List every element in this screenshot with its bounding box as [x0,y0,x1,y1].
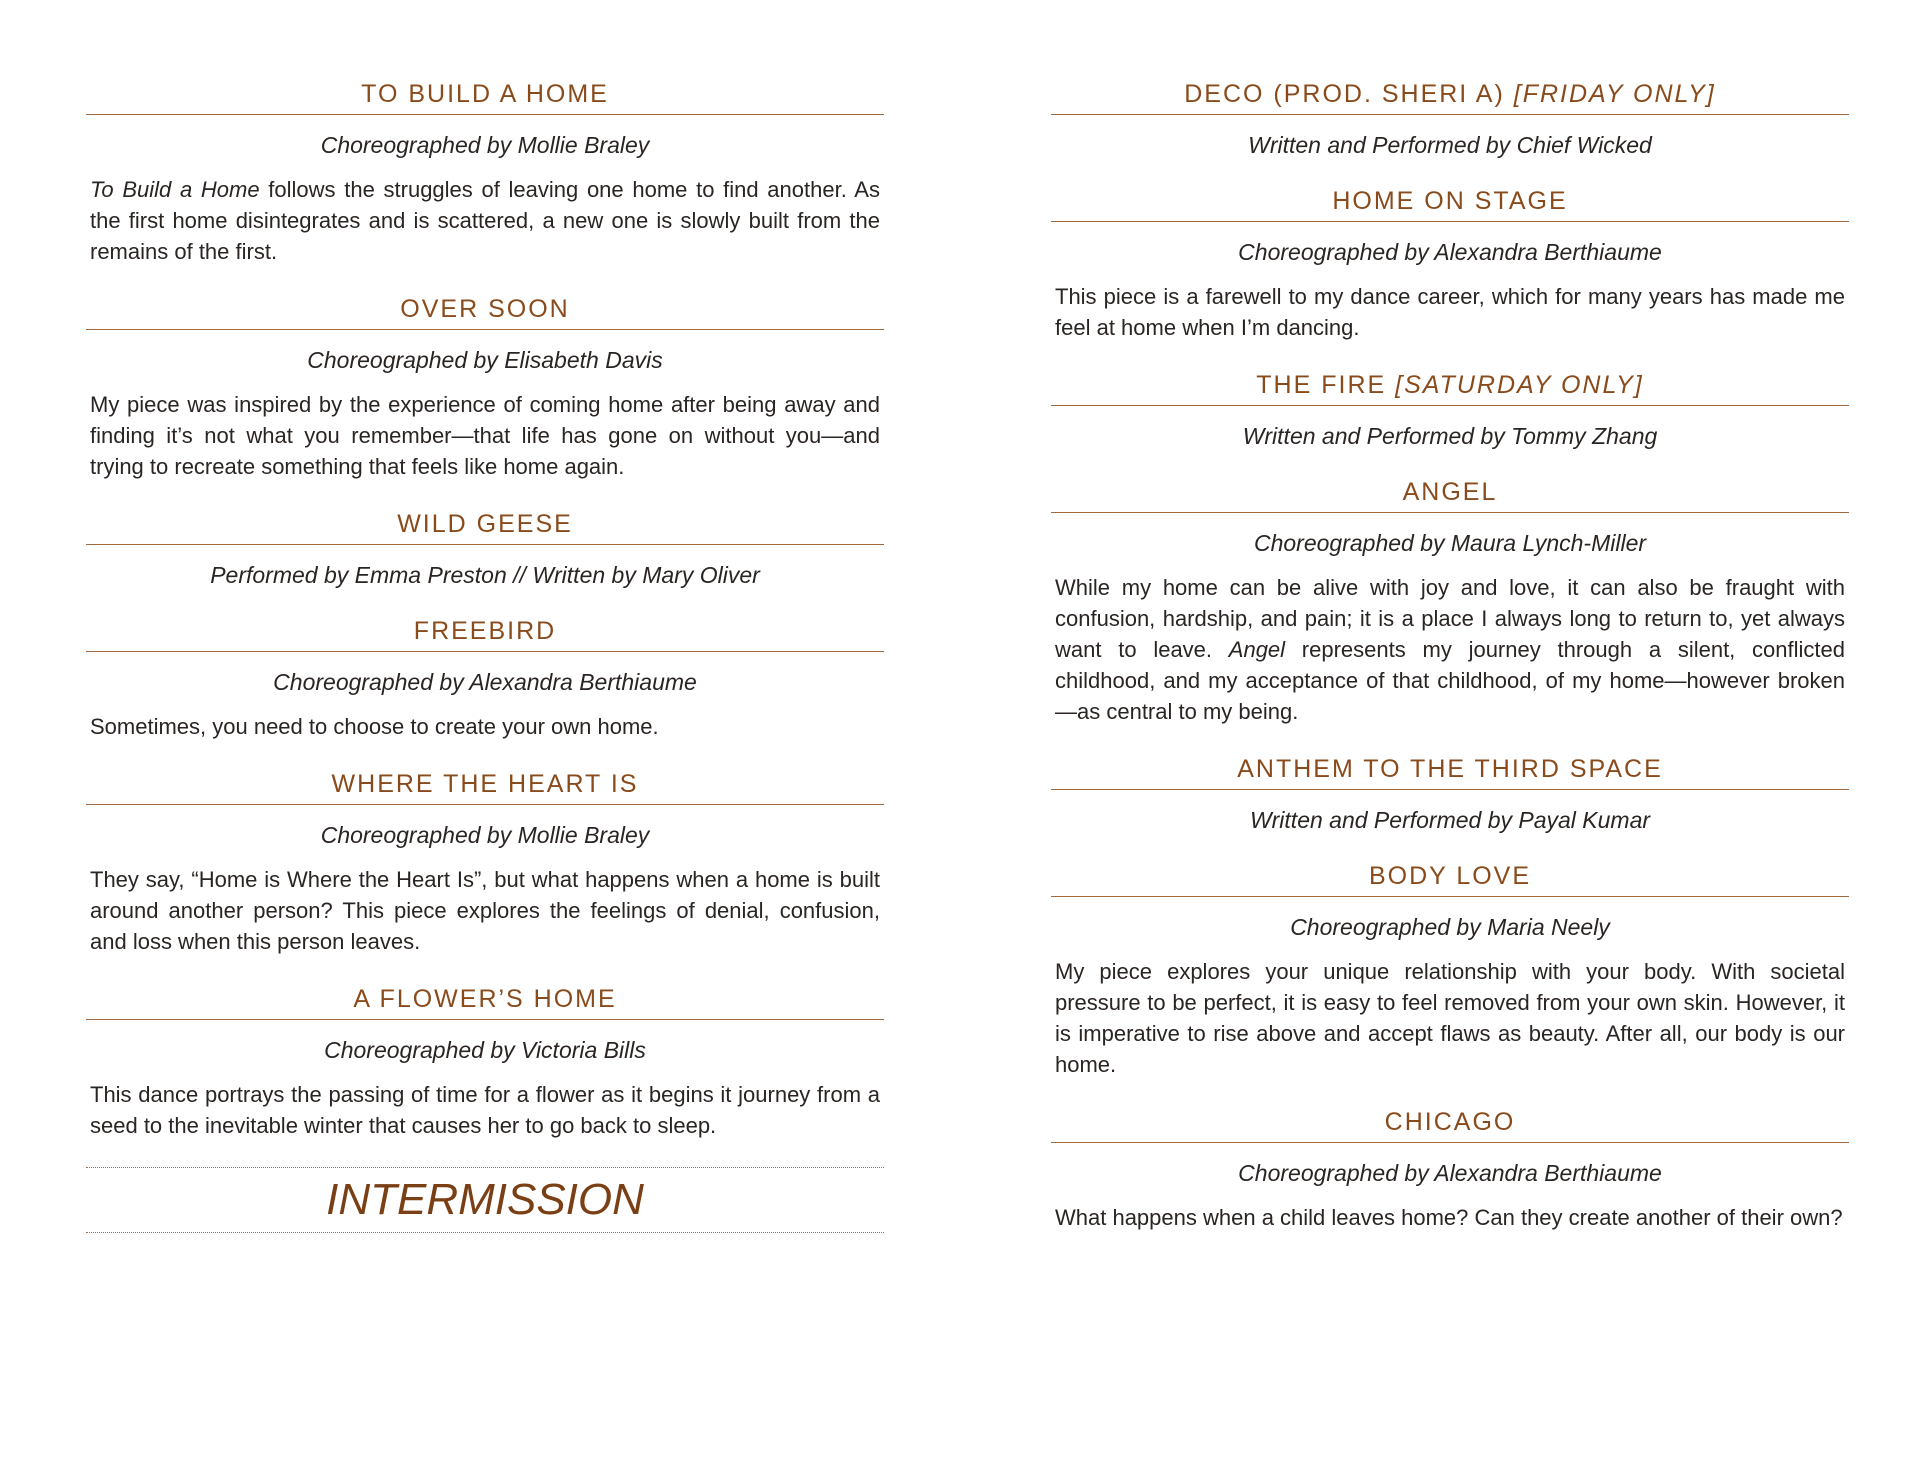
piece-body-love [1051,860,1849,1080]
piece-title: WHERE THE HEART IS [86,768,884,805]
title-text: THE FIRE [1256,371,1396,399]
title-date-note: [FRIDAY ONLY] [1513,80,1716,108]
piece-credit: Choreographed by Victoria Bills [324,1037,646,1063]
piece-description: My piece explores your unique relationship with your body. With societal pressure to be perfect, it is easy to feel removed from your own skin. However, it is imperative to rise above and accept flaws as beauty. After all, our body is our home. [1055,959,1845,1077]
piece-freebird [86,615,884,742]
piece-to-build-a-home [86,78,884,267]
piece-title: OVER SOON [86,293,884,330]
piece-credit: Written and Performed by Tommy Zhang [1242,423,1658,449]
piece-angel [1051,476,1849,727]
piece-title: WILD GEESE [86,508,884,545]
piece-chicago [1051,1106,1849,1233]
piece-description: This piece is a farewell to my dance career, which for many years has made me feel at home when I’m dancing. [1055,284,1845,340]
piece-where-the-heart-is [86,768,884,957]
piece-description [1055,572,1845,727]
description-text: represents my journey through a silent, conflicted childhood, and my acceptance of that childhood, of my home—however broken—as central to my being. [1055,637,1845,724]
piece-credit: Written and Performed by Payal Kumar [1249,807,1651,833]
piece-wild-geese [86,508,884,589]
piece-title [1051,369,1849,406]
piece-credit: Choreographed by Alexandra Berthiaume [273,669,697,695]
piece-title: A FLOWER’S HOME [86,983,884,1020]
piece-description: This dance portrays the passing of time for a flower as it begins it journey from a seed to the inevitable winter that causes her to go back to sleep. [90,1082,880,1138]
intermission-banner: INTERMISSION [86,1167,884,1233]
title-text: DECO (PROD. SHERI A) [1184,80,1514,108]
description-emphasis: To Build a Home [90,177,260,202]
piece-deco [1051,78,1849,159]
piece-title: ANGEL [1051,476,1849,513]
piece-description: What happens when a child leaves home? Can they create another of their own? [1055,1205,1843,1230]
piece-title: HOME ON STAGE [1051,185,1849,222]
piece-credit: Choreographed by Maura Lynch-Miller [1253,530,1647,556]
piece-title: BODY LOVE [1051,860,1849,897]
title-date-note: [SATURDAY ONLY] [1395,371,1644,399]
left-column [86,78,884,1233]
piece-description: They say, “Home is Where the Heart Is”, but what happens when a home is built around another person? This piece explores the feelings of denial, confusion, and loss when this person leaves. [90,867,880,954]
right-column [1051,78,1849,1259]
piece-a-flowers-home [86,983,884,1141]
piece-anthem-to-the-third-space [1051,753,1849,834]
piece-title: FREEBIRD [86,615,884,652]
piece-description [90,174,880,267]
description-text: follows the struggles of leaving one home to find another. As the first home disintegrates and is scattered, a new one is slowly built from the remains of the first. [90,177,880,264]
piece-credit: Choreographed by Elisabeth Davis [307,347,663,373]
piece-credit: Choreographed by Mollie Braley [320,822,650,848]
piece-credit: Choreographed by Mollie Braley [320,132,650,158]
piece-credit: Choreographed by Maria Neely [1290,914,1610,940]
piece-credit: Written and Performed by Chief Wicked [1248,132,1652,158]
piece-title: CHICAGO [1051,1106,1849,1143]
piece-credit: Choreographed by Alexandra Berthiaume [1238,239,1662,265]
piece-credit: Choreographed by Alexandra Berthiaume [1238,1160,1662,1186]
piece-title: TO BUILD A HOME [86,78,884,115]
piece-title [1051,78,1849,115]
piece-the-fire [1051,369,1849,450]
description-emphasis: Angel [1228,637,1286,662]
piece-over-soon [86,293,884,482]
description-text: While my home can be alive with joy and love, it can also be fraught with confusion, hardship, and pain; it is a place I always long to return to, yet always want to leave. [1055,575,1845,662]
piece-description: My piece was inspired by the experience of coming home after being away and finding it’s not what you remember—that life has gone on without you—and trying to recreate something that feels like home again. [90,392,880,479]
piece-title: ANTHEM TO THE THIRD SPACE [1051,753,1849,790]
piece-description: Sometimes, you need to choose to create your own home. [90,714,659,739]
piece-home-on-stage [1051,185,1849,343]
piece-credit: Performed by Emma Preston // Written by Mary Oliver [210,562,760,588]
